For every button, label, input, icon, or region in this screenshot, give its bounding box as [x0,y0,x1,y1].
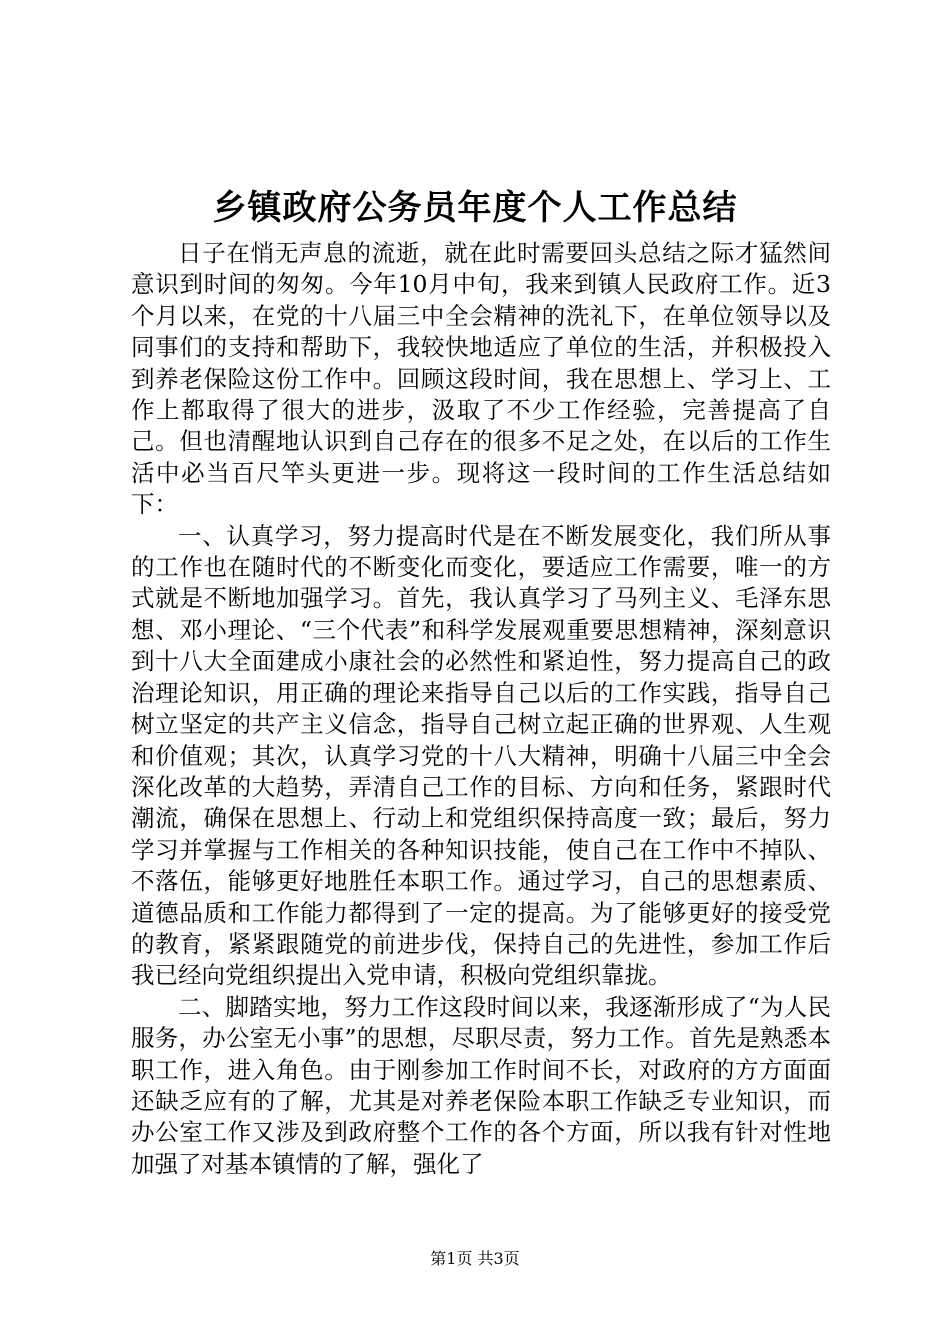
document-body [131,238,831,1180]
paragraph-intro: 日子在悄无声息的流逝，就在此时需要回头总结之际才猛然间意识到时间的匆匆。今年10月中旬，我来到镇人民政府工作。近3个月以来，在党的十八届三中全会精神的洗礼下，在单位领导以及同事们的支持和帮助下，我较快地适应了单位的生活，并积极投入到养老保险这份工作中。回顾这段时间，我在思想上、学习上、工作上都取得了很大的进步，汲取了不少工作经验，完善提高了自己。但也清醒地认识到自己存在的很多不足之处，在以后的工作生活中必当百尺竿头更进一步。现将这一段时间的工作生活总结如下： [131,239,831,519]
paragraph-work: 二、脚踏实地，努力工作这段时间以来，我逐渐形成了“为人民服务，办公室无小事”的思想，尽职尽责，努力工作。首先是熟悉本职工作，进入角色。由于刚参加工作时间不长，对政府的方方面面还缺乏应有的了解，尤其是对养老保险本职工作缺乏专业知识，而办公室工作又涉及到政府整个工作的各个方面，所以我有针对性地加强了对基本镇情的了解，强化了 [131,992,831,1178]
document-title: 乡镇政府公务员年度个人工作总结 [212,188,738,228]
page-footer: 第1页 共3页 [430,1249,520,1268]
paragraph-study: 一、认真学习，努力提高时代是在不断发展变化，我们所从事的工作也在随时代的不断变化而变化，要适应工作需要，唯一的方式就是不断地加强学习。首先，我认真学习了马列主义、毛泽东思想、邓小理论、“三个代表”和科学发展观重要思想精神，深刻意识到十八大全面建成小康社会的必然性和紧迫性，努力提高自己的政治理论知识，用正确的理论来指导自己以后的工作实践，指导自己树立坚定的共产主义信念，指导自己树立起正确的世界观、人生观和价值观；其次，认真学习党的十八大精神，明确十八届三中全会深化改革的大趋势，弄清自己工作的目标、方向和任务，紧跟时代潮流，确保在思想上、行动上和党组织保持高度一致；最后，努力学习并掌握与工作相关的各种知识技能，使自己在工作中不掉队、不落伍，能够更好地胜任本职工作。通过学习，自己的思想素质、道德品质和工作能力都得到了一定的提高。为了能够更好的接受党的教育，紧紧跟随党的前进步伐，保持自己的先进性，参加工作后我已经向党组织提出入党申请，积极向党组织靠拢。 [131,521,831,990]
